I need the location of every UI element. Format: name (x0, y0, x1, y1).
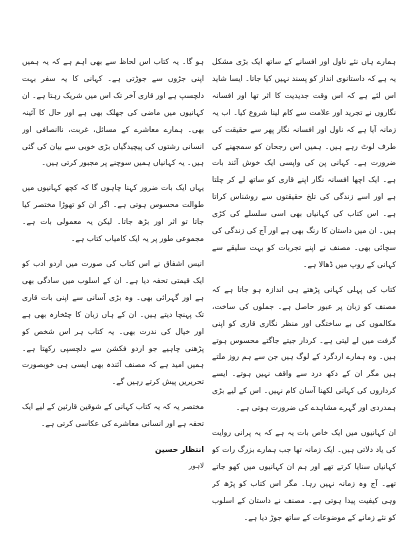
left-text-column (22, 54, 204, 544)
author-signature (22, 441, 204, 475)
paragraph: ہو گا۔ یہ کتاب اس لحاظ سے بھی اہم ہے کہ یہ ہمیں اپنی جڑوں سے جوڑتی ہے۔ کہانی کا یہ سفر بہت دلچسپ ہے اور قاری آخر تک اس میں شریک رہتا ہے۔ ان کہانیوں میں ماضی کی جھلک بھی ہے اور حال کا آئینہ بھی۔ ہمارے معاشرے کے مسائل، غربت، ناانصافی اور انسانی رشتوں کی پیچیدگیاں بڑی خوبی سے بیان کی گئی ہیں۔ یہ کہانیاں ہمیں سوچنے پر مجبور کرتی ہیں۔ (22, 57, 204, 168)
paragraph: ہمارے ہاں نئے ناول اور افسانے کے ساتھ ایک بڑی مشکل یہ ہے کہ داستانوی انداز کو پسند نہیں کیا جاتا۔ ایسا شاید اس لئے ہے کہ اس وقت جدیدیت کا اثر تھا اور افسانہ نگاروں نے تجرید اور علامت سے کام لینا شروع کیا۔ اب یہ زمانہ آیا ہے کہ ناول اور افسانہ نگار پھر سے حقیقت کی طرف لوٹ رہے ہیں۔ ہمیں اس رجحان کو سمجھنے کی ضرورت ہے۔ کہانی پن کی واپسی ایک خوش آئند بات ہے۔ ایک اچھا افسانہ نگار اپنے قاری کو ساتھ لے کر چلتا ہے اور اسے زندگی کی تلخ حقیقتوں سے روشناس کراتا ہے۔ اس کتاب کی کہانیاں بھی اسی سلسلے کی کڑی ہیں۔ ان میں داستان کا رنگ بھی ہے اور آج کی زندگی کی سچائی بھی۔ مصنف نے اپنے تجربات کو بہت سلیقے سے کہانی کے روپ میں ڈھالا ہے۔ (212, 57, 396, 269)
paragraph: کتاب کی پہلی کہانی پڑھتے ہی اندازہ ہو جاتا ہے کہ مصنف کو زبان پر عبور حاصل ہے۔ جملوں کی ساخت، مکالموں کی بے ساختگی اور منظر نگاری قاری کو اپنی گرفت میں لے لیتی ہے۔ کردار جیتے جاگتے محسوس ہوتے ہیں۔ وہ ہمارے اردگرد کے لوگ ہیں جن سے ہم روز ملتے ہیں مگر ان کے دکھ درد سے واقف نہیں ہوتے۔ ایسے کرداروں کی کہانی لکھنا آسان کام نہیں۔ اس کے لیے بڑی ہمدردی اور گہرے مشاہدے کی ضرورت ہوتی ہے۔ (212, 284, 396, 413)
paragraph: یہاں ایک بات ضرور کہنا چاہوں گا کہ کچھ کہانیوں میں طوالت محسوس ہوتی ہے۔ اگر ان کو تھوڑا مختصر کیا جاتا تو اثر اور بڑھ جاتا۔ لیکن یہ معمولی بات ہے۔ مجموعی طور پر یہ ایک کامیاب کتاب ہے۔ (22, 183, 204, 244)
paragraph: ان کہانیوں میں ایک خاص بات یہ ہے کہ یہ پرانی روایت کی یاد دلاتی ہیں۔ ایک زمانہ تھا جب ہمارے بزرگ رات کو کہانیاں سنایا کرتے تھے اور ہم ان کہانیوں میں کھو جاتے تھے۔ آج وہ زمانہ نہیں رہا۔ مگر اس کتاب کو پڑھ کر وہی کیفیت پیدا ہوتی ہے۔ مصنف نے داستان کے اسلوب کو نئے زمانے کے موضوعات کے ساتھ جوڑ دیا ہے۔ (212, 428, 396, 522)
signature-name: انتظار حسین (155, 445, 204, 455)
paragraph: مختصر یہ کہ یہ کتاب کہانی کے شوقین قارئین کے لیے ایک تحفہ ہے اور انسانی معاشرے کی عکاسی کرتی ہے۔ (22, 402, 204, 429)
paragraph: انیس اشفاق نے اس کتاب کی صورت میں اردو ادب کو ایک قیمتی تحفہ دیا ہے۔ ان کے اسلوب میں سادگی بھی ہے اور گہرائی بھی۔ وہ بڑی آسانی سے اپنی بات قاری تک پہنچا دیتے ہیں۔ ان کے ہاں زبان کا چٹخارہ بھی ہے اور خیال کی ندرت بھی۔ یہ کتاب ہر اس شخص کو پڑھنی چاہیے جو اردو فکشن سے دلچسپی رکھتا ہے۔ ہمیں امید ہے کہ مصنف آئندہ بھی ایسی ہی خوبصورت تحریریں پیش کرتے رہیں گے۔ (22, 258, 204, 387)
right-text-column (212, 54, 396, 544)
signature-place: لاہور (188, 462, 204, 471)
